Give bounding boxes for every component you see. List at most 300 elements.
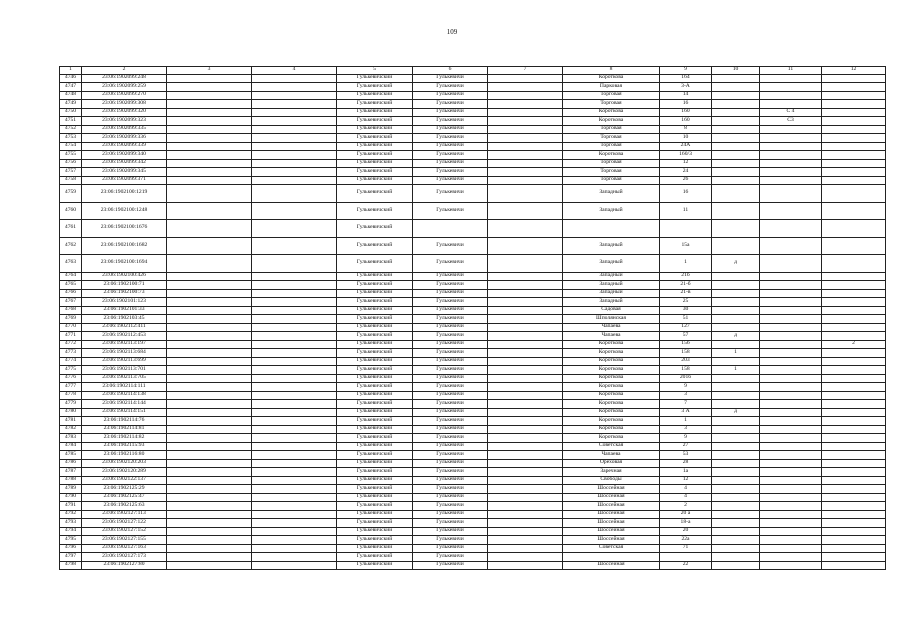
table-row bbox=[60, 544, 886, 553]
table-row bbox=[60, 74, 886, 83]
table-cell: Гулькевичский bbox=[337, 451, 413, 460]
table-cell: 4769 bbox=[60, 315, 82, 324]
table-cell bbox=[822, 323, 886, 332]
table-cell: Гулькевичи bbox=[413, 134, 488, 143]
table-cell bbox=[252, 323, 337, 332]
table-cell: 156 bbox=[660, 340, 712, 349]
table-cell: Гулькевичи bbox=[413, 323, 488, 332]
table-cell: Гулькевичи bbox=[413, 408, 488, 417]
table-cell: Гулькевичский bbox=[337, 561, 413, 570]
table-cell: Гулькевичский bbox=[337, 306, 413, 315]
table-cell: 4748 bbox=[60, 91, 82, 100]
table-cell bbox=[760, 255, 822, 273]
table-cell bbox=[760, 237, 822, 255]
table-cell: Гулькевичи bbox=[413, 125, 488, 134]
table-cell bbox=[252, 315, 337, 324]
table-cell: Гулькевичи bbox=[413, 527, 488, 536]
table-cell bbox=[712, 519, 760, 528]
table-cell bbox=[822, 306, 886, 315]
table-cell bbox=[167, 468, 252, 477]
table-cell bbox=[167, 408, 252, 417]
table-cell bbox=[252, 349, 337, 358]
table-cell: Гулькевичский bbox=[337, 519, 413, 528]
table-cell: Шоссейная bbox=[563, 561, 660, 570]
table-cell bbox=[488, 202, 563, 220]
table-cell: 3 bbox=[660, 391, 712, 400]
table-cell bbox=[760, 349, 822, 358]
table-cell: 4759 bbox=[60, 185, 82, 203]
column-header: 8 bbox=[563, 67, 660, 75]
table-cell bbox=[712, 281, 760, 290]
table-cell bbox=[252, 306, 337, 315]
table-cell bbox=[413, 220, 488, 238]
table-cell: 23:06:1902127:173 bbox=[82, 553, 167, 562]
column-header: 12 bbox=[822, 67, 886, 75]
table-cell bbox=[712, 434, 760, 443]
table-row bbox=[60, 357, 886, 366]
table-cell bbox=[252, 400, 337, 409]
table-cell bbox=[760, 451, 822, 460]
table-cell bbox=[712, 553, 760, 562]
table-cell: Гулькевичи bbox=[413, 544, 488, 553]
table-cell bbox=[660, 220, 712, 238]
table-cell: 24 bbox=[660, 168, 712, 177]
table-cell: Гулькевичский bbox=[337, 176, 413, 185]
table-cell bbox=[488, 374, 563, 383]
table-cell bbox=[488, 289, 563, 298]
table-cell: 23:06:1902127:113 bbox=[82, 510, 167, 519]
table-cell: 23:06:1902112:453 bbox=[82, 332, 167, 341]
table-cell bbox=[760, 168, 822, 177]
table-cell bbox=[822, 159, 886, 168]
table-cell: 23:06:1902099:345 bbox=[82, 168, 167, 177]
table-cell bbox=[167, 425, 252, 434]
table-cell: 4772 bbox=[60, 340, 82, 349]
table-cell bbox=[712, 272, 760, 281]
table-cell bbox=[760, 544, 822, 553]
table-cell: 4765 bbox=[60, 281, 82, 290]
table-cell bbox=[822, 125, 886, 134]
table-cell bbox=[252, 220, 337, 238]
table-cell bbox=[712, 91, 760, 100]
table-row bbox=[60, 366, 886, 375]
table-cell bbox=[712, 142, 760, 151]
table-cell bbox=[760, 83, 822, 92]
table-cell bbox=[252, 493, 337, 502]
table-cell bbox=[167, 159, 252, 168]
table-row bbox=[60, 202, 886, 220]
table-cell: 4786 bbox=[60, 459, 82, 468]
table-cell: Западный bbox=[563, 237, 660, 255]
table-cell bbox=[488, 553, 563, 562]
table-cell bbox=[712, 561, 760, 570]
table-cell: Гулькевичский bbox=[337, 391, 413, 400]
table-cell: Гулькевичский bbox=[337, 220, 413, 238]
table-cell: Гулькевичи bbox=[413, 476, 488, 485]
table-cell: 12 bbox=[660, 476, 712, 485]
table-cell bbox=[167, 536, 252, 545]
table-cell: 4752 bbox=[60, 125, 82, 134]
table-cell bbox=[167, 237, 252, 255]
table-cell: 23:06:1902114:111 bbox=[82, 383, 167, 392]
table-cell bbox=[252, 159, 337, 168]
table-cell bbox=[252, 468, 337, 477]
table-cell: Короткова bbox=[563, 425, 660, 434]
table-cell: 23:06:1902113:684 bbox=[82, 349, 167, 358]
table-cell: Гулькевичский bbox=[337, 289, 413, 298]
table-cell bbox=[488, 125, 563, 134]
table-cell bbox=[488, 349, 563, 358]
table-cell: Гулькевичи bbox=[413, 176, 488, 185]
table-cell bbox=[712, 323, 760, 332]
table-cell: Гулькевичи bbox=[413, 142, 488, 151]
table-cell: 160/3 bbox=[660, 151, 712, 160]
table-cell: Гулькевичский bbox=[337, 125, 413, 134]
table-cell: Гулькевичский bbox=[337, 255, 413, 273]
table-cell: 23:06:1902100:1676 bbox=[82, 220, 167, 238]
table-row bbox=[60, 536, 886, 545]
table-cell: Гулькевичский bbox=[337, 510, 413, 519]
table-cell bbox=[488, 272, 563, 281]
table-cell bbox=[822, 476, 886, 485]
table-cell: 7 bbox=[660, 400, 712, 409]
table-cell bbox=[167, 281, 252, 290]
table-cell bbox=[822, 425, 886, 434]
table-row bbox=[60, 315, 886, 324]
table-cell bbox=[167, 298, 252, 307]
table-cell bbox=[167, 510, 252, 519]
table-cell bbox=[760, 391, 822, 400]
table-cell: 160 bbox=[660, 108, 712, 117]
table-cell: 164 bbox=[660, 74, 712, 83]
table-cell: 10 bbox=[660, 134, 712, 143]
table-cell bbox=[712, 442, 760, 451]
table-cell: Чапаева bbox=[563, 332, 660, 341]
table-cell bbox=[760, 425, 822, 434]
table-cell bbox=[167, 417, 252, 426]
table-cell: 21-б bbox=[660, 281, 712, 290]
records-table bbox=[59, 66, 886, 570]
table-cell bbox=[712, 159, 760, 168]
table-cell bbox=[712, 134, 760, 143]
table-row bbox=[60, 510, 886, 519]
table-cell: Западный bbox=[563, 185, 660, 203]
table-cell: С 4 bbox=[760, 108, 822, 117]
table-cell bbox=[712, 510, 760, 519]
table-row bbox=[60, 91, 886, 100]
table-cell: 158 bbox=[660, 349, 712, 358]
table-cell: 4798 bbox=[60, 561, 82, 570]
table-cell bbox=[760, 306, 822, 315]
table-cell: 23:06:1902127:122 bbox=[82, 519, 167, 528]
table-cell bbox=[822, 281, 886, 290]
table-cell bbox=[252, 125, 337, 134]
table-cell: Гулькевичский bbox=[337, 237, 413, 255]
table-cell bbox=[822, 374, 886, 383]
table-cell: д bbox=[712, 332, 760, 341]
table-cell: Гулькевичский bbox=[337, 493, 413, 502]
table-cell: Гулькевичи bbox=[413, 510, 488, 519]
table-cell: Шоссейная bbox=[563, 519, 660, 528]
table-row bbox=[60, 561, 886, 570]
table-cell: 4768 bbox=[60, 306, 82, 315]
table-cell: 4747 bbox=[60, 83, 82, 92]
table-cell bbox=[760, 176, 822, 185]
table-row bbox=[60, 100, 886, 109]
table-cell: 4758 bbox=[60, 176, 82, 185]
table-cell bbox=[822, 536, 886, 545]
table-cell: 1 bbox=[660, 255, 712, 273]
table-row bbox=[60, 553, 886, 562]
table-cell bbox=[252, 408, 337, 417]
table-cell bbox=[822, 417, 886, 426]
table-cell: Гулькевичский bbox=[337, 117, 413, 126]
table-cell bbox=[252, 134, 337, 143]
table-row bbox=[60, 168, 886, 177]
table-cell bbox=[760, 519, 822, 528]
table-cell bbox=[167, 83, 252, 92]
table-row bbox=[60, 493, 886, 502]
table-cell bbox=[822, 408, 886, 417]
table-cell bbox=[712, 425, 760, 434]
table-cell: Гулькевичский bbox=[337, 485, 413, 494]
table-cell: Шполянская bbox=[563, 315, 660, 324]
table-cell: Торговая bbox=[563, 91, 660, 100]
table-cell bbox=[822, 151, 886, 160]
table-cell bbox=[252, 544, 337, 553]
table-row bbox=[60, 502, 886, 511]
table-cell: Гулькевичи bbox=[413, 561, 488, 570]
table-cell: Гулькевичи bbox=[413, 349, 488, 358]
table-cell bbox=[712, 151, 760, 160]
table-body bbox=[60, 67, 886, 570]
table-row bbox=[60, 408, 886, 417]
table-cell bbox=[488, 108, 563, 117]
table-cell: 4771 bbox=[60, 332, 82, 341]
table-cell bbox=[252, 100, 337, 109]
table-cell: 4784 bbox=[60, 442, 82, 451]
table-cell: 4755 bbox=[60, 151, 82, 160]
table-cell bbox=[760, 374, 822, 383]
table-cell: Гулькевичи bbox=[413, 425, 488, 434]
table-cell: Гулькевичский bbox=[337, 108, 413, 117]
table-cell bbox=[252, 485, 337, 494]
table-cell: 160 bbox=[660, 117, 712, 126]
table-cell: Гулькевичи bbox=[413, 202, 488, 220]
table-cell bbox=[760, 408, 822, 417]
table-cell: 23:06:1902113:197 bbox=[82, 340, 167, 349]
table-cell bbox=[167, 168, 252, 177]
table-cell: 4753 bbox=[60, 134, 82, 143]
table-cell: 57 bbox=[660, 332, 712, 341]
table-cell: Гулькевичи bbox=[413, 289, 488, 298]
table-cell: 4756 bbox=[60, 159, 82, 168]
table-cell: 9 bbox=[660, 434, 712, 443]
table-cell bbox=[488, 493, 563, 502]
table-cell: Гулькевичи bbox=[413, 306, 488, 315]
table-cell: Гулькевичи bbox=[413, 502, 488, 511]
column-header: 11 bbox=[760, 67, 822, 75]
table-cell bbox=[760, 142, 822, 151]
table-cell: 4751 bbox=[60, 117, 82, 126]
table-cell: 23:06:1902113:701 bbox=[82, 366, 167, 375]
table-cell bbox=[167, 255, 252, 273]
table-cell: 23:06:1902099:259 bbox=[82, 83, 167, 92]
column-header: 7 bbox=[488, 67, 563, 75]
table-cell bbox=[712, 298, 760, 307]
table-row bbox=[60, 298, 886, 307]
table-cell: Гулькевичский bbox=[337, 142, 413, 151]
table-cell bbox=[822, 168, 886, 177]
table-cell: 23:06:1902125:63 bbox=[82, 502, 167, 511]
table-cell bbox=[822, 91, 886, 100]
table-cell: Свободы bbox=[563, 476, 660, 485]
table-cell bbox=[167, 272, 252, 281]
table-cell: Короткова bbox=[563, 417, 660, 426]
table-cell: 4780 bbox=[60, 408, 82, 417]
table-cell bbox=[760, 340, 822, 349]
table-cell: 4763 bbox=[60, 255, 82, 273]
table-cell: 23:06:1902099:248 bbox=[82, 74, 167, 83]
table-cell bbox=[822, 83, 886, 92]
table-row bbox=[60, 374, 886, 383]
table-cell: Гулькевичи bbox=[413, 91, 488, 100]
table-cell: 23:06:1902125:29 bbox=[82, 485, 167, 494]
table-cell: 23:06:1902099:323 bbox=[82, 117, 167, 126]
table-cell: 21б bbox=[660, 272, 712, 281]
table-row bbox=[60, 185, 886, 203]
table-cell bbox=[760, 493, 822, 502]
table-cell: Шоссейная bbox=[563, 510, 660, 519]
table-cell: 23:06:1902100:1694 bbox=[82, 255, 167, 273]
table-cell: 4774 bbox=[60, 357, 82, 366]
table-cell bbox=[488, 323, 563, 332]
table-cell bbox=[822, 391, 886, 400]
table-cell bbox=[760, 366, 822, 375]
table-cell bbox=[167, 100, 252, 109]
table-cell bbox=[760, 220, 822, 238]
table-cell bbox=[488, 332, 563, 341]
table-cell: 25 bbox=[660, 298, 712, 307]
table-cell bbox=[760, 185, 822, 203]
table-cell bbox=[167, 134, 252, 143]
table-cell: 18-а bbox=[660, 519, 712, 528]
table-cell: Гулькевичи bbox=[413, 493, 488, 502]
table-cell bbox=[488, 561, 563, 570]
table-cell bbox=[760, 400, 822, 409]
table-cell bbox=[167, 493, 252, 502]
table-cell bbox=[822, 434, 886, 443]
table-cell: Заречная bbox=[563, 468, 660, 477]
table-cell: Гулькевичи bbox=[413, 442, 488, 451]
table-cell bbox=[488, 306, 563, 315]
table-cell bbox=[167, 306, 252, 315]
table-cell: Короткова bbox=[563, 340, 660, 349]
table-cell bbox=[760, 502, 822, 511]
table-cell bbox=[712, 451, 760, 460]
table-cell bbox=[822, 349, 886, 358]
table-cell bbox=[488, 408, 563, 417]
table-cell bbox=[712, 357, 760, 366]
table-cell bbox=[252, 434, 337, 443]
table-cell: д bbox=[712, 255, 760, 273]
table-cell bbox=[167, 315, 252, 324]
table-cell: 4775 bbox=[60, 366, 82, 375]
table-cell: 23:06:1902101:123 bbox=[82, 298, 167, 307]
table-cell bbox=[252, 83, 337, 92]
table-cell: 4785 bbox=[60, 451, 82, 460]
table-cell: 23:06:1902125:47 bbox=[82, 493, 167, 502]
table-cell: 4767 bbox=[60, 298, 82, 307]
table-row bbox=[60, 117, 886, 126]
table-cell: Гулькевичский bbox=[337, 374, 413, 383]
table-cell: Гулькевичи bbox=[413, 391, 488, 400]
table-cell: 4795 bbox=[60, 536, 82, 545]
table-cell bbox=[252, 142, 337, 151]
table-cell: Короткова bbox=[563, 374, 660, 383]
table-cell bbox=[252, 459, 337, 468]
table-cell: Короткова bbox=[563, 400, 660, 409]
table-cell bbox=[252, 451, 337, 460]
table-cell: Гулькевичи bbox=[413, 281, 488, 290]
table-cell: Короткова bbox=[563, 117, 660, 126]
table-cell bbox=[760, 91, 822, 100]
table-cell: Гулькевичский bbox=[337, 74, 413, 83]
table-cell: Гулькевичский bbox=[337, 83, 413, 92]
table-cell bbox=[712, 374, 760, 383]
table-cell: Гулькевичский bbox=[337, 468, 413, 477]
table-row bbox=[60, 434, 886, 443]
table-cell: Гулькевичский bbox=[337, 417, 413, 426]
table-cell: 23:06:1902103:45 bbox=[82, 315, 167, 324]
table-cell: 24А bbox=[660, 142, 712, 151]
table-cell bbox=[712, 176, 760, 185]
table-cell bbox=[712, 485, 760, 494]
table-cell bbox=[488, 100, 563, 109]
table-cell bbox=[712, 468, 760, 477]
table-cell: Гулькевичи bbox=[413, 168, 488, 177]
table-cell: С3 bbox=[760, 117, 822, 126]
table-cell bbox=[252, 332, 337, 341]
table-cell bbox=[760, 151, 822, 160]
table-cell bbox=[252, 527, 337, 536]
table-cell: Гулькевичский bbox=[337, 340, 413, 349]
table-cell bbox=[167, 91, 252, 100]
table-cell: 23:06:1902114:76 bbox=[82, 417, 167, 426]
table-cell: Гулькевичский bbox=[337, 400, 413, 409]
table-cell: Гулькевичский bbox=[337, 408, 413, 417]
table-cell: Короткова bbox=[563, 108, 660, 117]
table-cell: Гулькевичи bbox=[413, 237, 488, 255]
table-cell: 4793 bbox=[60, 519, 82, 528]
table-cell bbox=[760, 510, 822, 519]
table-cell bbox=[822, 289, 886, 298]
table-cell: 4746 bbox=[60, 74, 82, 83]
table-cell bbox=[252, 151, 337, 160]
table-cell: Гулькевичский bbox=[337, 272, 413, 281]
table-cell bbox=[252, 185, 337, 203]
table-cell bbox=[712, 125, 760, 134]
table-cell bbox=[488, 391, 563, 400]
table-cell: 23:06:1902127:163 bbox=[82, 544, 167, 553]
table-cell bbox=[488, 502, 563, 511]
table-cell: 4790 bbox=[60, 493, 82, 502]
table-cell: Гулькевичский bbox=[337, 315, 413, 324]
table-cell bbox=[822, 383, 886, 392]
table-row bbox=[60, 125, 886, 134]
table-cell bbox=[822, 202, 886, 220]
table-cell: 23:06:1902112:411 bbox=[82, 323, 167, 332]
